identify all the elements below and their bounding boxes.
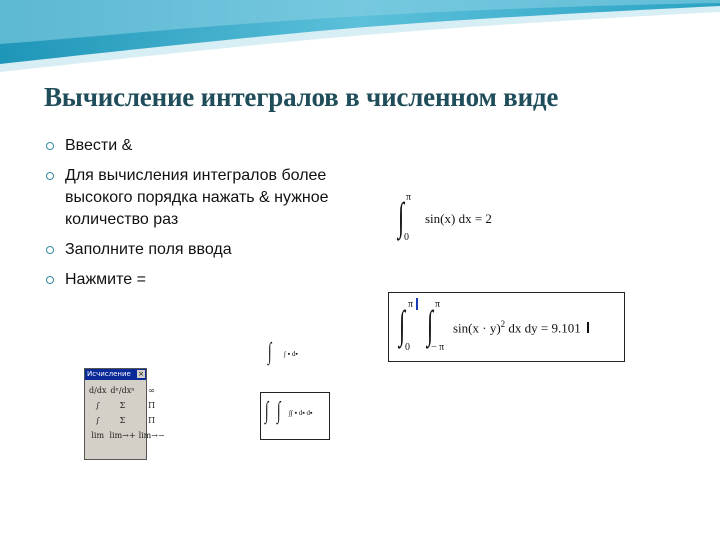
bullet-text: Нажмите = (65, 271, 146, 288)
palette-button[interactable]: Π (148, 401, 156, 410)
outer-upper-limit: π (408, 299, 414, 310)
integrand-expression (453, 319, 589, 336)
integral-sign-icon: ∫ (398, 194, 405, 239)
circle-outline-icon (46, 246, 54, 254)
palette-titlebar[interactable] (85, 369, 146, 380)
bullet-item (46, 135, 346, 157)
header-wave-band (0, 0, 720, 80)
palette-button[interactable]: dⁿ/dxⁿ (110, 386, 135, 395)
bullet-text: Для вычисления интегралов более высокого порядка нажать & нужное количество раз (65, 167, 329, 228)
integral-sign-icon: ∫ (427, 302, 434, 347)
palette-button[interactable]: lim→− (138, 431, 165, 440)
bullet-list (46, 135, 346, 299)
integral-sign-icon: ∫ (268, 339, 272, 365)
slide-title: Вычисление интегралов в численном виде (44, 82, 559, 112)
palette-button[interactable]: d/dx (89, 386, 107, 395)
palette-button[interactable]: Π (148, 416, 156, 425)
circle-outline-icon (46, 142, 54, 150)
exponent: 2 (500, 319, 506, 329)
integral-sign-icon: ∫ (399, 302, 406, 347)
palette-button[interactable]: Σ (119, 416, 126, 425)
palette-button[interactable]: ∞ (148, 386, 155, 395)
lower-limit: 0 (404, 232, 409, 243)
inner-upper-limit: π (435, 299, 441, 310)
integrand-base: sin(x · y) (453, 320, 501, 336)
palette-button[interactable]: Σ (119, 401, 126, 410)
integrand-expression: sin(x) dx = 2 (425, 211, 492, 226)
integral-example-single (368, 181, 700, 251)
result-text: dx dy = 9.101 (508, 320, 581, 336)
upper-limit: π (406, 192, 412, 203)
thumbnail-frame (260, 392, 330, 440)
close-icon[interactable]: × (138, 370, 144, 378)
circle-outline-icon (46, 172, 54, 180)
bullet-text: Заполните поля ввода (65, 241, 232, 258)
insertion-cursor (416, 298, 418, 310)
thumbnail-double-template: ∫∫ ▪ d▪ d▪ (289, 409, 313, 417)
selected-expression-frame (388, 292, 625, 362)
circle-outline-icon (46, 276, 54, 284)
integral-sign-icon: ∫ (277, 398, 281, 424)
thumbnail-single-template: ∫ ▪ d▪ (284, 350, 298, 358)
integral-sign-icon: ∫ (265, 398, 269, 424)
palette-title: Исчисление (87, 370, 131, 378)
palette-button[interactable]: ∫ (95, 401, 100, 410)
bullet-item (46, 239, 346, 261)
palette-button[interactable]: lim (91, 431, 105, 440)
palette-button[interactable]: lim→+ (109, 431, 136, 440)
outer-lower-limit: 0 (405, 342, 410, 353)
palette-button[interactable]: ∫ (95, 416, 100, 425)
text-cursor (587, 322, 589, 333)
template-thumbnail (246, 336, 342, 462)
inner-lower-limit: − π (431, 342, 445, 353)
bullet-item (46, 165, 346, 231)
palette-button-grid (85, 380, 165, 446)
bullet-text: Ввести & (65, 137, 133, 154)
integral-example-double (368, 284, 700, 412)
calculus-palette-window[interactable] (84, 368, 165, 460)
bullet-item (46, 269, 346, 291)
